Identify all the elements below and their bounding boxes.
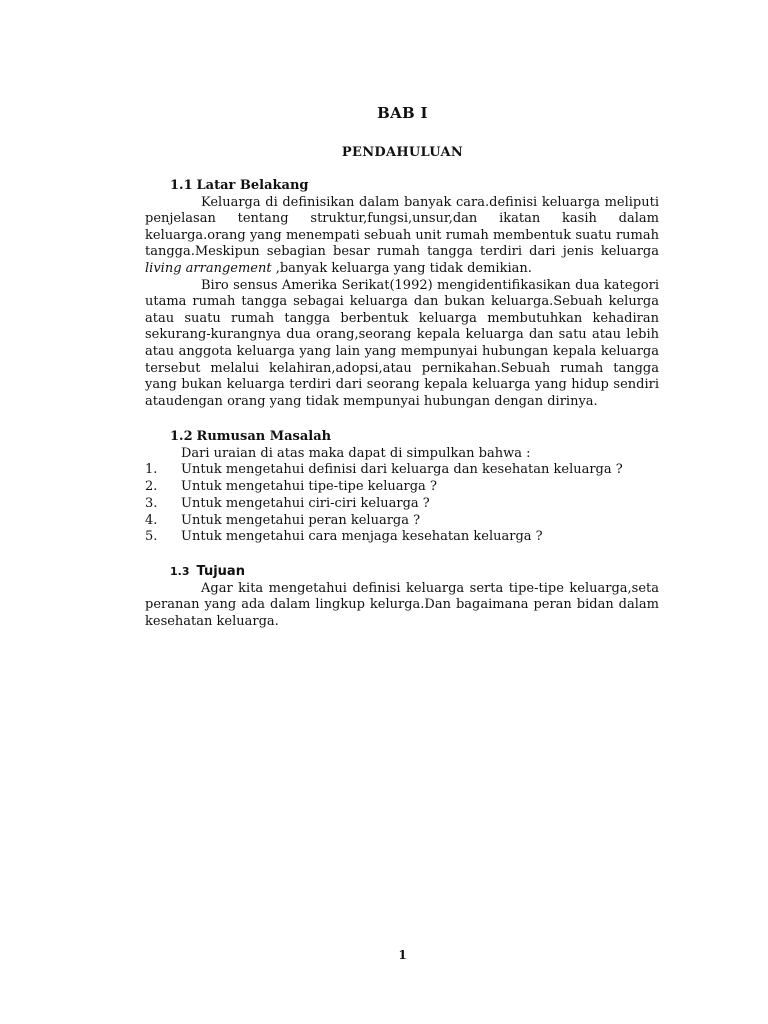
list-item bbox=[145, 462, 659, 479]
list-item bbox=[145, 496, 659, 513]
section-latar-belakang bbox=[145, 178, 659, 410]
section-number: 1.3 bbox=[170, 565, 190, 578]
section-title: Rumusan Masalah bbox=[196, 429, 332, 444]
list-item bbox=[145, 479, 659, 496]
paragraph-biro-sensus: Biro sensus Amerika Serikat(1992) mengidentifikasikan dua kategori utama rumah tangga sebagai keluarga dan bukan keluarga.Sebuah kelurga atau suatu rumah tangga berbentuk keluarga membutuhkan kehadiran sekurang-kurangnya dua orang,seorang kepala keluarga dan satu atau lebih atau anggota keluarga yang lain yang mempunyai hubungan kepala keluarga tersebut melalui kelahiran,adopsi,atau pernikahan.Sebuah rumah tangga yang bukan keluarga terdiri dari seorang kepala keluarga yang hidup sendiri ataudengan orang yang tidak mempunyai hubungan dengan dirinya. bbox=[145, 277, 659, 409]
section-title: Tujuan bbox=[196, 564, 245, 579]
section-heading-tujuan bbox=[145, 564, 659, 581]
section-tujuan bbox=[145, 564, 659, 630]
list-item-text: Untuk mengetahui cara menjaga kesehatan keluarga ? bbox=[181, 529, 543, 545]
problem-list bbox=[145, 462, 659, 546]
list-intro: Dari uraian di atas maka dapat di simpulkan bahwa : bbox=[181, 445, 531, 461]
list-item-text: Untuk mengetahui peran keluarga ? bbox=[181, 512, 421, 528]
list-marker: 4. bbox=[145, 512, 158, 528]
section-title: Latar Belakang bbox=[196, 178, 309, 193]
list-item-text: Untuk mengetahui tipe-tipe keluarga ? bbox=[181, 478, 437, 494]
italic-term: living arrangement bbox=[145, 260, 272, 276]
section-number: 1.2 bbox=[170, 429, 193, 444]
list-item bbox=[145, 513, 659, 530]
list-item bbox=[145, 529, 659, 546]
section-number: 1.1 bbox=[170, 178, 193, 193]
page-number: 1 bbox=[398, 948, 407, 962]
paragraph-text: ,banyak keluarga yang tidak demikian. bbox=[271, 260, 532, 276]
list-item-text: Untuk mengetahui definisi dari keluarga dan kesehatan keluarga ? bbox=[181, 462, 623, 478]
section-heading-rumusan-masalah bbox=[145, 429, 659, 446]
paragraph-keluarga-definisi bbox=[145, 195, 659, 278]
paragraph-text: Keluarga di definisikan dalam banyak cara.definisi keluarga meliputi penjelasan tentang struktur,fungsi,unsur,dan ikatan kasih dalam keluarga.orang yang menempati sebuah unit rumah membentuk suatu rumah tangga.Meskipun sebagian besar rumah tangga terdiri dari jenis keluarga bbox=[145, 194, 659, 260]
list-marker: 1. bbox=[145, 462, 158, 478]
list-marker: 3. bbox=[145, 495, 158, 511]
paragraph-tujuan: Agar kita mengetahui definisi keluarga serta tipe-tipe keluarga,seta peranan yang ada dalam lingkup kelurga.Dan bagaimana peran bidan dalam kesehatan keluarga. bbox=[145, 580, 659, 629]
chapter-title: BAB I bbox=[377, 104, 428, 122]
section-heading-latar-belakang bbox=[145, 178, 659, 195]
chapter-subtitle: PENDAHULUAN bbox=[341, 145, 464, 160]
list-marker: 2. bbox=[145, 478, 158, 494]
list-marker: 5. bbox=[145, 529, 158, 545]
list-item-text: Untuk mengetahui ciri-ciri keluarga ? bbox=[181, 495, 430, 511]
section-rumusan-masalah bbox=[145, 429, 659, 546]
